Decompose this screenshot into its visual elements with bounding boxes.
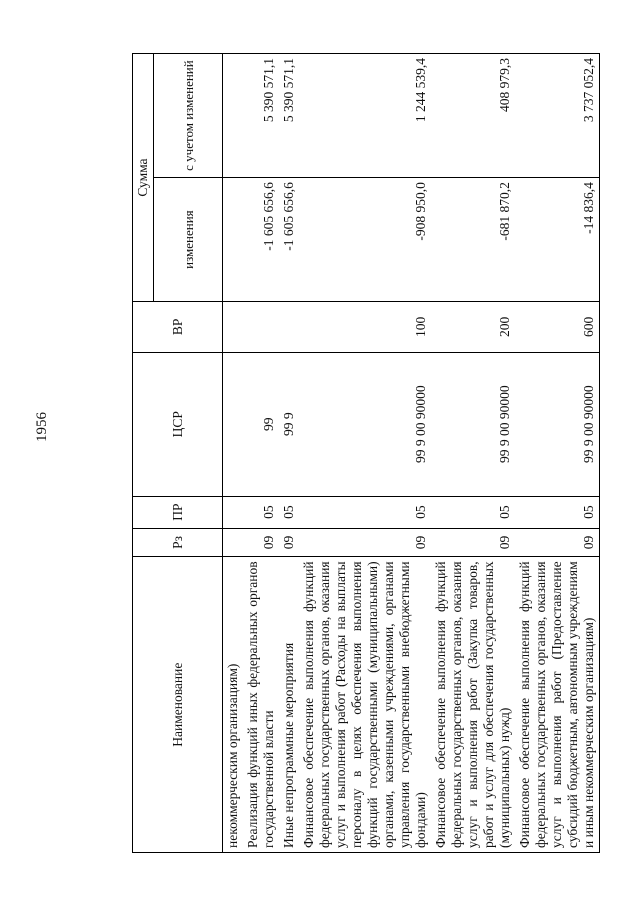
row-rz (223, 528, 244, 557)
table-row (243, 54, 279, 853)
table-body (223, 54, 600, 853)
row-name: Финансовое обеспечение выполнения функций федеральных государственных органов, оказания услуг и выполнения работ (Расходы на выплаты персоналу в целях обеспечения выполнения функций государственными (муниципальными) органами, казенными учреждениями, органами управления государственными внебюджетными фондами) (299, 557, 431, 853)
row-with-change (223, 54, 244, 178)
row-with-change: 1 244 539,4 (299, 54, 431, 178)
row-rz: 09 (515, 528, 600, 557)
row-csr: 99 9 00 90000 (299, 352, 431, 496)
header-pr: ПР (133, 496, 223, 528)
row-change: -908 950,0 (299, 178, 431, 302)
header-csr: ЦСР (133, 352, 223, 496)
header-rz: Рз (133, 528, 223, 557)
row-csr (223, 352, 244, 496)
row-pr: 05 (243, 496, 279, 528)
page-number: 1956 (34, 412, 50, 442)
budget-table-container (132, 53, 600, 853)
budget-table (132, 53, 600, 853)
row-rz: 09 (431, 528, 515, 557)
table-header (133, 54, 223, 853)
table-row (515, 54, 600, 853)
row-csr: 99 9 00 90000 (515, 352, 600, 496)
table-row (431, 54, 515, 853)
row-name: Финансовое обеспечение выполнения функций федеральных государственных органов, оказания услуг и выполнения работ (Закупка товаров, работ и услуг для обеспечения государственных (муниципальных) нужд) (431, 557, 515, 853)
row-change: -1 605 656,6 (243, 178, 279, 302)
table-row (223, 54, 244, 853)
row-vr (279, 302, 299, 352)
table-row (299, 54, 431, 853)
row-change: -14 836,4 (515, 178, 600, 302)
row-vr: 200 (431, 302, 515, 352)
row-vr: 600 (515, 302, 600, 352)
row-rz: 09 (279, 528, 299, 557)
header-sum: Сумма (133, 54, 154, 302)
table-row (279, 54, 299, 853)
row-vr (223, 302, 244, 352)
row-name: Финансовое обеспечение выполнения функций федеральных государственных органов, оказания услуг и выполнения работ (Предоставление субсидий бюджетным, автономным учреждениям и иным некоммерческим организациям) (515, 557, 600, 853)
row-change: -1 605 656,6 (279, 178, 299, 302)
row-with-change: 5 390 571,1 (279, 54, 299, 178)
row-rz: 09 (243, 528, 279, 557)
header-change: изменения (154, 178, 223, 302)
header-vr: ВР (133, 302, 223, 352)
header-name: Наименование (133, 557, 223, 853)
row-pr: 05 (279, 496, 299, 528)
row-rz: 09 (299, 528, 431, 557)
row-csr: 99 9 (279, 352, 299, 496)
row-with-change: 408 979,3 (431, 54, 515, 178)
row-change (223, 178, 244, 302)
row-pr: 05 (431, 496, 515, 528)
row-vr: 100 (299, 302, 431, 352)
row-name: некоммерческим организациям) (223, 557, 244, 853)
row-csr: 99 (243, 352, 279, 496)
row-pr (223, 496, 244, 528)
row-with-change: 5 390 571,1 (243, 54, 279, 178)
row-with-change: 3 737 052,4 (515, 54, 600, 178)
row-pr: 05 (299, 496, 431, 528)
row-vr (243, 302, 279, 352)
header-with-change: с учетом изменений (154, 54, 223, 178)
row-change: -681 870,2 (431, 178, 515, 302)
row-csr: 99 9 00 90000 (431, 352, 515, 496)
row-pr: 05 (515, 496, 600, 528)
row-name: Реализация функций иных федеральных органов государственной власти (243, 557, 279, 853)
row-name: Иные непрограммные мероприятия (279, 557, 299, 853)
